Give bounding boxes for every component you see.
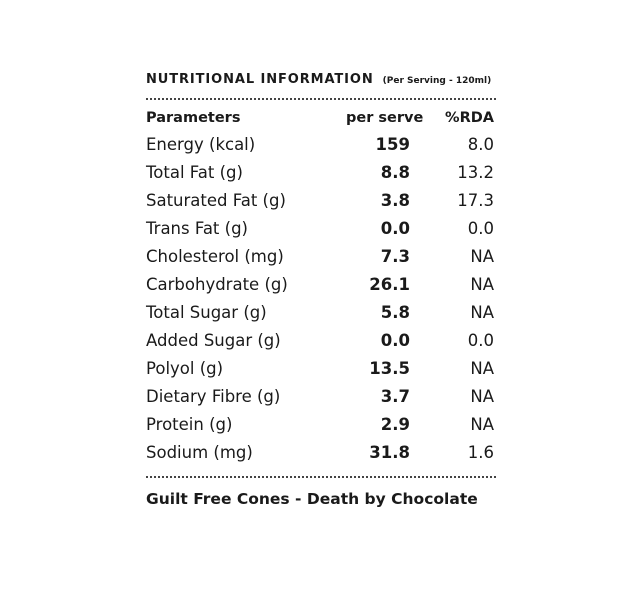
parameter-name: Total Fat (g) bbox=[146, 162, 243, 182]
table-row bbox=[146, 130, 496, 158]
nutrition-table-body bbox=[146, 130, 496, 466]
rda-value: NA bbox=[470, 246, 494, 266]
rda-value: 17.3 bbox=[457, 190, 494, 210]
dotted-divider-top bbox=[146, 98, 496, 100]
parameter-name: Polyol (g) bbox=[146, 358, 224, 378]
per-serve-value: 7.3 bbox=[380, 246, 410, 266]
table-row bbox=[146, 382, 496, 410]
parameter-name: Trans Fat (g) bbox=[146, 218, 248, 238]
per-serve-value: 159 bbox=[375, 134, 410, 154]
parameter-name: Cholesterol (mg) bbox=[146, 246, 284, 266]
table-header bbox=[146, 106, 496, 130]
per-serve-value: 3.8 bbox=[380, 190, 410, 210]
parameter-name: Carbohydrate (g) bbox=[146, 274, 288, 294]
per-serve-value: 26.1 bbox=[369, 274, 410, 294]
parameter-name: Energy (kcal) bbox=[146, 134, 256, 154]
per-serve-value: 0.0 bbox=[380, 218, 410, 238]
rda-value: 8.0 bbox=[467, 134, 494, 154]
table-row bbox=[146, 186, 496, 214]
table-row bbox=[146, 438, 496, 466]
rda-value: 0.0 bbox=[467, 330, 494, 350]
column-header-parameters: Parameters bbox=[146, 110, 241, 126]
column-header-per-serve: per serve bbox=[346, 110, 424, 126]
parameter-name: Protein (g) bbox=[146, 414, 233, 434]
per-serve-value: 3.7 bbox=[380, 386, 410, 406]
parameter-name: Sodium (mg) bbox=[146, 442, 253, 462]
product-name: Guilt Free Cones - Death by Chocolate bbox=[146, 490, 478, 508]
table-row bbox=[146, 270, 496, 298]
parameter-name: Total Sugar (g) bbox=[146, 302, 267, 322]
rda-value: 0.0 bbox=[467, 218, 494, 238]
table-row bbox=[146, 158, 496, 186]
serving-note: (Per Serving - 120ml) bbox=[382, 76, 492, 86]
table-row bbox=[146, 214, 496, 242]
rda-value: NA bbox=[470, 414, 494, 434]
parameter-name: Added Sugar (g) bbox=[146, 330, 281, 350]
table-row bbox=[146, 410, 496, 438]
rda-value: 13.2 bbox=[457, 162, 494, 182]
table-row bbox=[146, 354, 496, 382]
per-serve-value: 5.8 bbox=[380, 302, 410, 322]
per-serve-value: 8.8 bbox=[380, 162, 410, 182]
column-header-rda: %RDA bbox=[445, 110, 494, 126]
parameter-name: Dietary Fibre (g) bbox=[146, 386, 281, 406]
per-serve-value: 2.9 bbox=[380, 414, 410, 434]
rda-value: NA bbox=[470, 386, 494, 406]
rda-value: NA bbox=[470, 274, 494, 294]
title-row bbox=[146, 72, 496, 92]
rda-value: NA bbox=[470, 358, 494, 378]
per-serve-value: 31.8 bbox=[369, 442, 410, 462]
table-row bbox=[146, 326, 496, 354]
per-serve-value: 0.0 bbox=[380, 330, 410, 350]
parameter-name: Saturated Fat (g) bbox=[146, 190, 286, 210]
nutrition-panel bbox=[146, 72, 496, 508]
table-row bbox=[146, 242, 496, 270]
panel-title: NUTRITIONAL INFORMATION bbox=[146, 72, 374, 87]
rda-value: 1.6 bbox=[467, 442, 494, 462]
rda-value: NA bbox=[470, 302, 494, 322]
table-row bbox=[146, 298, 496, 326]
dotted-divider-bottom bbox=[146, 476, 496, 478]
per-serve-value: 13.5 bbox=[369, 358, 410, 378]
